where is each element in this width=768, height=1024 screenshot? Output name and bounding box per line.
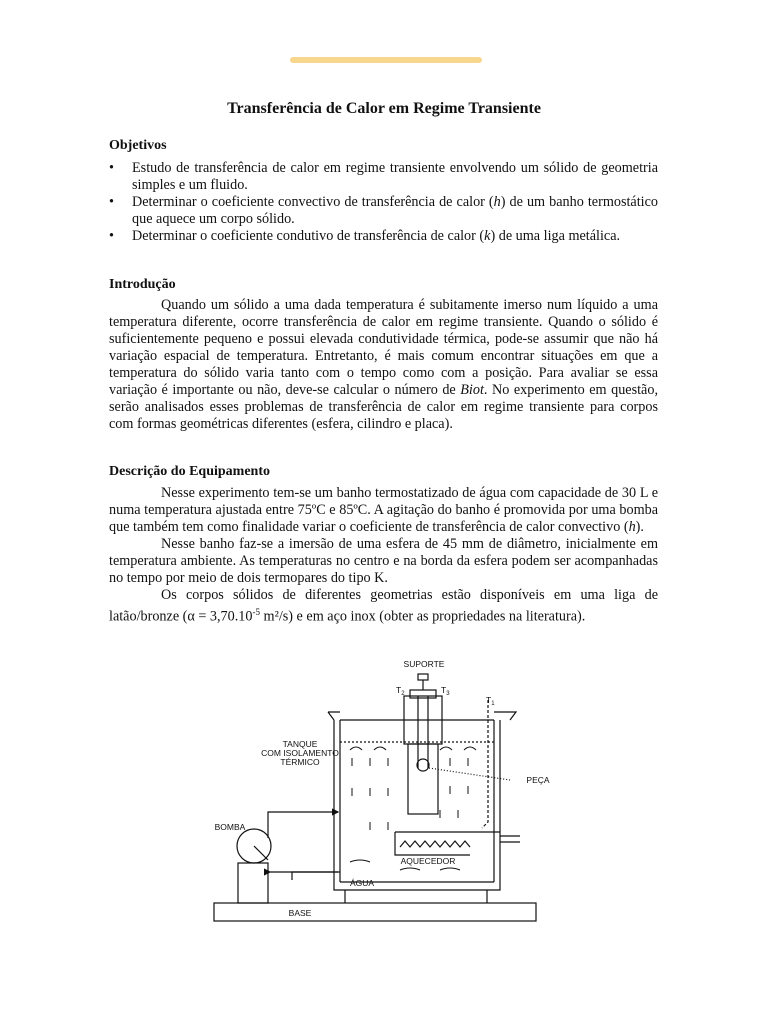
objetivos-heading: Objetivos	[109, 138, 167, 153]
label-tanque-1: TANQUE	[282, 739, 318, 749]
introducao-text	[109, 297, 658, 433]
intro-text: Quando um sólido a uma dada temperatura é subitamente imerso num líquido a uma temperatura diferente, ocorre transferência de calor em regime transiente. Quando o sólido é suficientemente pequeno e possui elevada condutividade térmica, pode-se assumir que não há variação espacial de temperatura. Entretanto, é mais comum encontrar situações em que a temperatura do sólido varia tanto com o tempo como com a posição. Para avaliar se essa variação é importante ou não, deve-se calcular o número de	[109, 297, 658, 398]
label-aquecedor: AQUECEDOR	[400, 856, 456, 866]
objetivo-text: Estudo de transferência de calor em regime transiente envolvendo um sólido de geometria simples e um fluido.	[132, 160, 658, 193]
objetivo-text: ) de uma liga metálica.	[490, 228, 621, 244]
sphere-sample	[417, 759, 429, 771]
page-title: Transferência de Calor em Regime Transiente	[227, 100, 541, 117]
descricao-heading: Descrição do Equipamento	[109, 464, 270, 479]
label-suporte: SUPORTE	[403, 659, 445, 669]
descricao-text-3: Os corpos sólidos de diferentes geometrias estão disponíveis em uma liga de latão/bronze (α = 3,70.10	[109, 587, 658, 625]
highlight-stroke	[290, 57, 482, 63]
label-tanque-3: TÉRMICO	[280, 757, 320, 767]
var-k: k	[484, 228, 491, 244]
exponent: -5	[252, 607, 260, 617]
label-peca: PEÇA	[526, 775, 550, 785]
objetivo-text: Determinar o coeficiente convectivo de transferência de calor (	[132, 194, 494, 210]
descricao-text-1: ).	[635, 519, 644, 535]
descricao-text-3: m²/s) e em aço inox (obter as propriedades na literatura).	[259, 608, 586, 625]
objetivo-text: Determinar o coeficiente condutivo de transferência de calor (	[132, 228, 485, 244]
objetivos-list	[109, 160, 658, 245]
biot-term: Biot	[460, 382, 484, 398]
descricao-text-2: Nesse banho faz-se a imersão de uma esfera de 45 mm de diâmetro, inicialmente em temperatura ambiente. As temperaturas no centro e na borda da esfera podem ser acompanhadas no tempo por meio de dois termopares do tipo K.	[109, 536, 658, 586]
label-t1: $T_1$	[486, 695, 495, 707]
base-plate	[214, 903, 536, 921]
label-tanque-2: COM ISOLAMENTO	[261, 748, 339, 758]
list-item	[109, 228, 658, 245]
var-h: h	[493, 194, 501, 210]
label-bomba: BOMBA	[214, 822, 246, 832]
var-h: h	[628, 519, 636, 535]
list-item	[109, 160, 658, 194]
label-agua: ÁGUA	[349, 878, 375, 888]
list-item	[109, 194, 658, 228]
intro-text: . No experimento em questão, serão analisados esses problemas de transferência de calor em regime transiente para corpos com formas geométricas diferentes (esfera, cilindro e placa).	[109, 382, 658, 432]
descricao-text-1: Nesse experimento tem-se um banho termostatizado de água com capacidade de 30 L e numa temperatura ajustada entre 75ºC e 85ºC. A agitação do banho é promovida por uma bomba que também tem como finalidade variar o coeficiente de transferência de calor convectivo (	[109, 485, 658, 535]
label-base: BASE	[288, 908, 312, 918]
equipment-diagram	[0, 650, 768, 930]
label-t2: $T_2$	[396, 685, 405, 697]
descricao-text	[109, 485, 658, 626]
introducao-heading: Introdução	[109, 277, 176, 292]
label-t3: $T_3$	[441, 685, 450, 697]
objetivo-text: ) de um banho termostático que aquece um corpo sólido.	[132, 194, 658, 227]
